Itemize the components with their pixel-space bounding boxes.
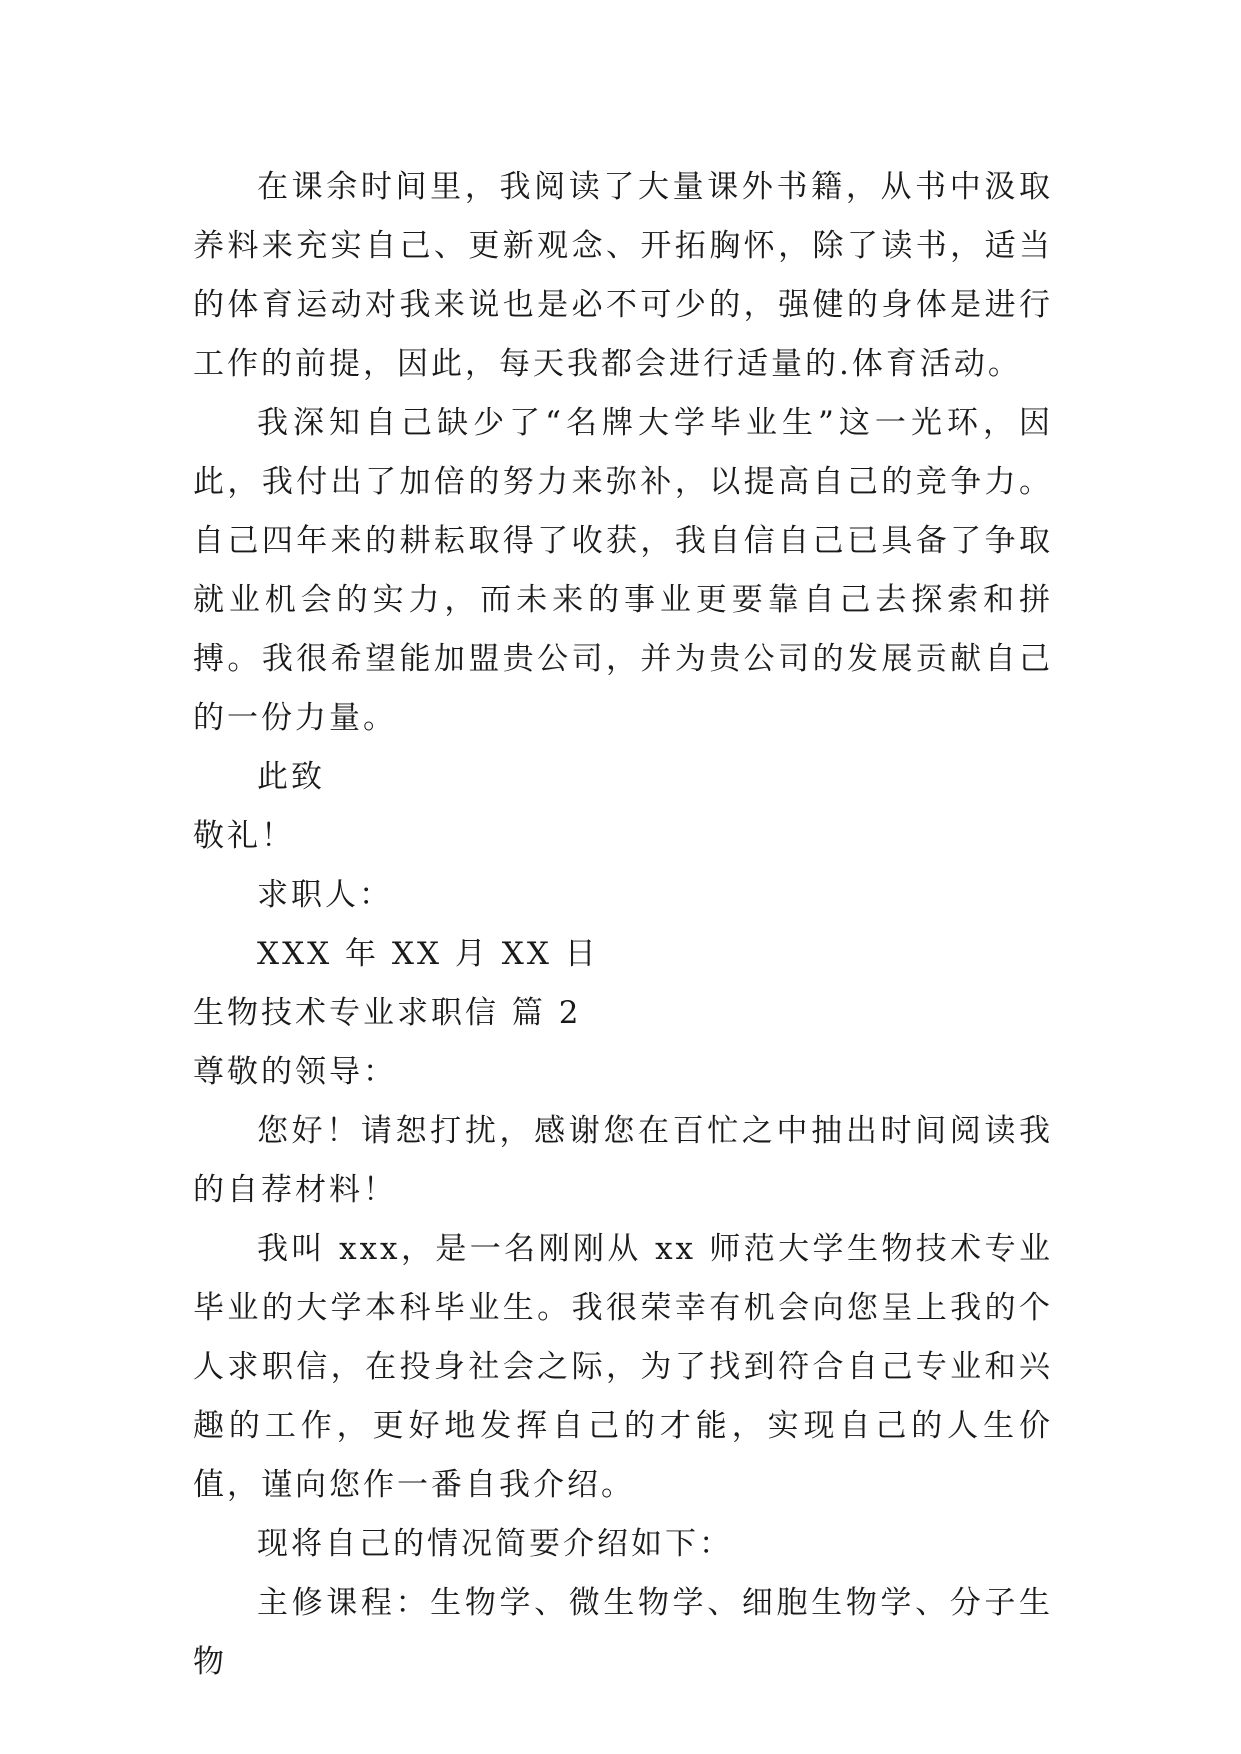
paragraph-introduction: 我叫 xxx，是一名刚刚从 xx 师范大学生物技术专业毕业的大学本科毕业生。我很荣幸有机会向您呈上我的个人求职信，在投身社会之际，为了找到符合自己专业和兴趣的工作，更好地发挥自己的才能，实现自己的人生价值，谨向您作一番自我介绍。 (193, 1231, 1053, 1503)
closing-salutation: 此致 (257, 759, 325, 795)
paragraph-courses: 主修课程：生物学、微生物学、细胞生物学、分子生物 (193, 1585, 1053, 1680)
letter-body (193, 158, 1053, 1692)
applicant-signature: 求职人： (257, 877, 393, 913)
paragraph-effort-motivation: 我深知自己缺少了“名牌大学毕业生”这一光环，因此，我付出了加倍的努力来弥补，以提高自己的竞争力。自己四年来的耕耘取得了收获，我自信自己已具备了争取就业机会的实力，而未来的事业更要靠自己去探索和拼搏。我很希望能加盟贵公司，并为贵公司的发展贡献自己的一份力量。 (193, 405, 1053, 736)
section-title: 生物技术专业求职信 篇 2 (193, 995, 582, 1031)
greeting: 尊敬的领导： (193, 1054, 397, 1090)
paragraph-reading-sports: 在课余时间里，我阅读了大量课外书籍，从书中汲取养料来充实自己、更新观念、开拓胸怀，除了读书，适当的体育运动对我来说也是必不可少的，强健的身体是进行工作的前提，因此，每天我都会进行适量的.体育活动。 (193, 169, 1053, 382)
closing-respect: 敬礼！ (193, 818, 295, 854)
letter-date: XXX 年 XX 月 XX 日 (257, 936, 599, 972)
paragraph-opening: 您好！请恕打扰，感谢您在百忙之中抽出时间阅读我的自荐材料！ (193, 1113, 1053, 1208)
paragraph-overview: 现将自己的情况简要介绍如下： (257, 1526, 733, 1562)
